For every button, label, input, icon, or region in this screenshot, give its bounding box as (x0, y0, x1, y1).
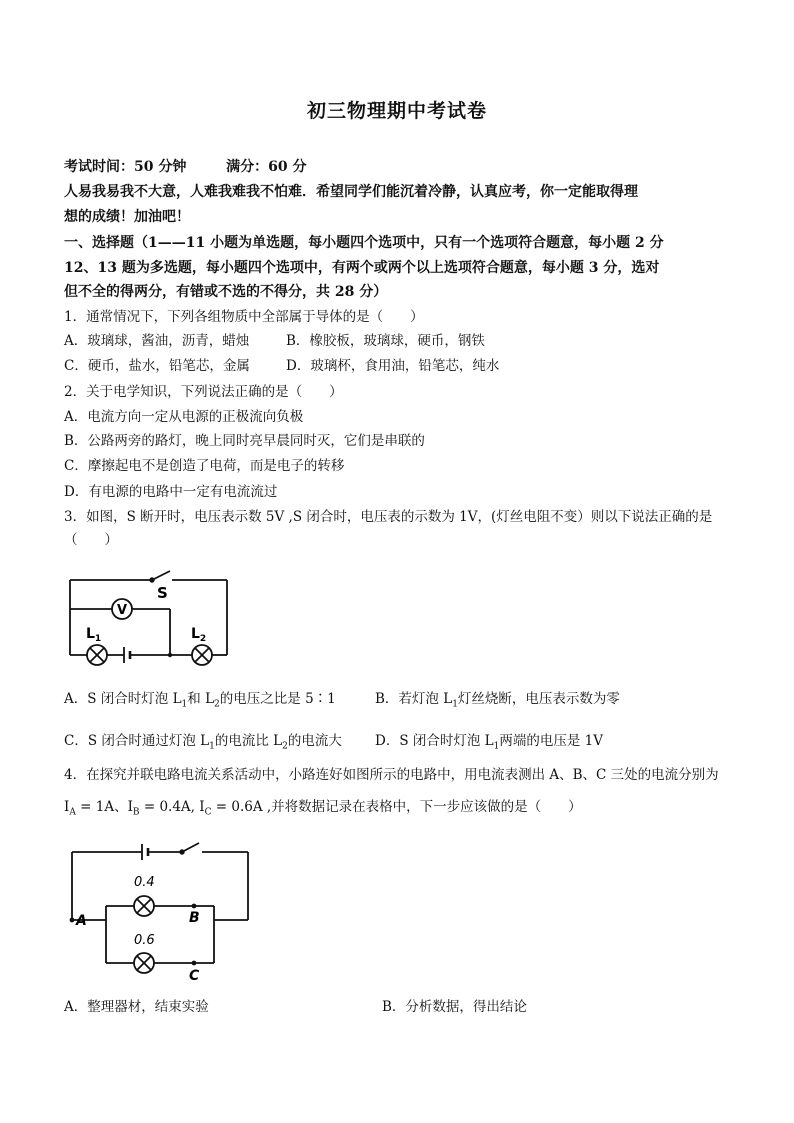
q1-option-c: C．硬币，盐水，铅笔芯，金属 (64, 358, 250, 374)
q3-option-a: A．S 闭合时灯泡 $L_1$和 $L_2$的电压之比是 5∶1 (64, 691, 336, 710)
q3-switch-label: S (157, 584, 168, 602)
q1-option-d: D．玻璃杯，食用油，铅笔芯，纯水 (286, 358, 500, 374)
exam-time: 考试时间：50 分钟 (64, 159, 187, 175)
q4-note-bottom: 0.6 (134, 933, 155, 948)
exam-info (64, 158, 306, 176)
q4-stem-1: 4．在探究并联电路电流关系活动中，小路连好如图所示的电路中，用电流表测出 A、B、C 三处的电流分别为 (64, 767, 719, 783)
q3-stem-cont: （ ） (64, 532, 118, 548)
q1-option-b: B．橡胶板，玻璃球，硬币，钢铁 (286, 333, 485, 349)
motto-line-1: 人易我易我不大意，人难我难我不怕难．希望同学们能沉着冷静，认真应考，你一定能取得理 (64, 184, 638, 200)
q4-point-b: B (189, 910, 200, 926)
page-title: 初三物理期中考试卷 (306, 100, 487, 122)
q4-point-c: C (189, 968, 200, 983)
q2-option-d: D．有电源的电路中一定有电流流过 (64, 484, 278, 500)
q4-note-top: 0.4 (134, 875, 155, 890)
q2-option-b: B．公路两旁的路灯，晚上同时亮早晨同时灭，它们是串联的 (64, 433, 425, 449)
q3-switch (152, 571, 170, 580)
q2-option-c: C．摩擦起电不是创造了电荷，而是电子的转移 (64, 458, 345, 474)
q1-stem: 1．通常情况下，下列各组物质中全部属于导体的是（ ） (64, 309, 424, 325)
q1-option-a: A．玻璃球，酱油，沥青，蜡烛 (64, 333, 250, 349)
q3-voltmeter-label: V (116, 603, 128, 618)
section-1-header-2: 12、13 题为多选题，每小题四个选项中，有两个或两个以上选项符合题意，每小题 3 分，选对 (64, 260, 660, 276)
q4-switch (182, 843, 199, 852)
motto-line-2: 想的成绩！加油吧！ (64, 209, 190, 225)
q3-l1-label: $L_1$ (86, 626, 102, 644)
q3-stem: 3．如图，S 断开时，电压表示数 5V ,S 闭合时，电压表的示数为 1V，(灯丝电阻不变）则以下说法正确的是 (64, 509, 713, 525)
q3-option-b: B．若灯泡 $L_1$灯丝烧断，电压表示数为零 (375, 691, 620, 710)
q4-option-b: B．分析数据，得出结论 (382, 999, 527, 1015)
q2-stem: 2．关于电学知识，下列说法正确的是（ ） (64, 384, 343, 400)
section-1-header-1: 一、选择题（1——11 小题为单选题，每小题四个选项中，只有一个选项符合题意，每小题 2 分 (64, 235, 664, 251)
q4-circuit-diagram (64, 838, 254, 983)
q4-point-a: A (76, 913, 87, 929)
q2-option-a: A．电流方向一定从电源的正极流向负极 (64, 409, 304, 425)
full-score: 满分：60 分 (226, 159, 307, 175)
section-1-header-3: 但不全的得两分，有错或不选的不得分，共 28 分） (64, 284, 388, 300)
q4-option-a: A．整理器材，结束实验 (64, 999, 209, 1015)
q4-stem-2: $I_A = 1A$、$I_B = 0.4A$, $I_C = 0.6A$ ,并将数据记录在表格中，下一步应该做的是（ ） (64, 799, 582, 818)
q3-circuit-diagram (62, 565, 232, 670)
q3-l2-label: $L_2$ (191, 626, 207, 644)
q3-option-d: D．S 闭合时灯泡 $L_1$两端的电压是 1V (375, 733, 603, 752)
q3-option-c: C．S 闭合时通过灯泡 $L_1$的电流比 $L_2$的电流大 (64, 733, 342, 752)
